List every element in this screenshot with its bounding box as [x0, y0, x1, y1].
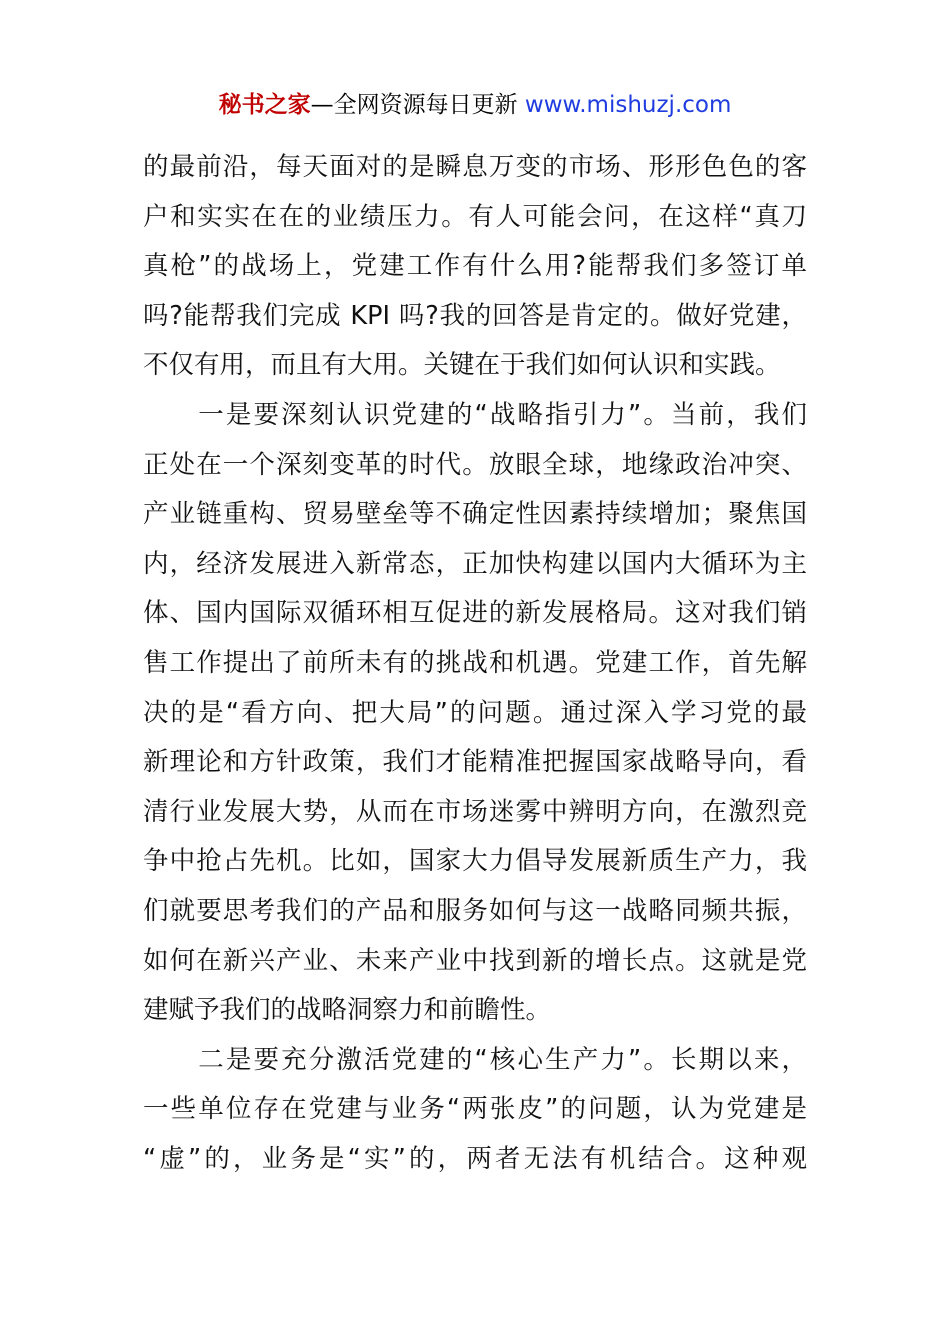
- text-line: 清行业发展大势，从而在市场迷雾中辨明方向，在激烈竞: [143, 796, 807, 827]
- text-line: 们就要思考我们的产品和服务如何与这一战略同频共振，: [143, 895, 807, 926]
- paragraph: [143, 1036, 807, 1185]
- text-line: 真枪”的战场上，党建工作有什么用?能帮我们多签订单: [143, 251, 807, 282]
- text-line: 正处在一个深刻变革的时代。放眼全球，地缘政治冲突、: [143, 449, 807, 480]
- text-line: 一些单位存在党建与业务“两张皮”的问题，认为党建是: [143, 1094, 807, 1125]
- text-line: 内，经济发展进入新常态，正加快构建以国内大循环为主: [143, 548, 807, 579]
- brand-name: 秘书之家: [218, 92, 311, 118]
- header-url-link[interactable]: www.mishuzj.com: [517, 92, 732, 118]
- paragraph: [143, 391, 807, 1036]
- text-line: 体、国内国际双循环相互促进的新发展格局。这对我们销: [143, 598, 807, 629]
- text-line: 不仅有用，而且有大用。关键在于我们如何认识和实践。: [143, 350, 781, 381]
- document-body: [143, 143, 807, 1184]
- text-line: 一是要深刻认识党建的“战略指引力”。当前，我们: [143, 399, 807, 430]
- text-line: 吗?能帮我们完成 KPI 吗?我的回答是肯定的。做好党建，: [143, 300, 807, 331]
- page-header: [0, 88, 950, 122]
- header-tagline: —全网资源每日更新: [310, 92, 518, 118]
- text-line: 产业链重构、贸易壁垒等不确定性因素持续增加；聚焦国: [143, 499, 807, 530]
- text-line: 新理论和方针政策，我们才能精准把握国家战略导向，看: [143, 747, 807, 778]
- text-line: 户和实实在在的业绩压力。有人可能会问，在这样“真刀: [143, 201, 807, 232]
- paragraph: [143, 143, 807, 391]
- text-line: 售工作提出了前所未有的挑战和机遇。党建工作，首先解: [143, 647, 807, 678]
- text-line: 建赋予我们的战略洞察力和前瞻性。: [143, 995, 552, 1026]
- text-line: 争中抢占先机。比如，国家大力倡导发展新质生产力，我: [143, 846, 807, 877]
- text-line: 的最前沿，每天面对的是瞬息万变的市场、形形色色的客: [143, 152, 807, 182]
- text-line: 如何在新兴产业、未来产业中找到新的增长点。这就是党: [143, 945, 807, 976]
- text-line: 决的是“看方向、把大局”的问题。通过深入学习党的最: [143, 697, 807, 728]
- text-line: 二是要充分激活党建的“核心生产力”。长期以来，: [143, 1044, 807, 1075]
- text-line: “虚”的，业务是“实”的，两者无法有机结合。这种观: [143, 1143, 807, 1174]
